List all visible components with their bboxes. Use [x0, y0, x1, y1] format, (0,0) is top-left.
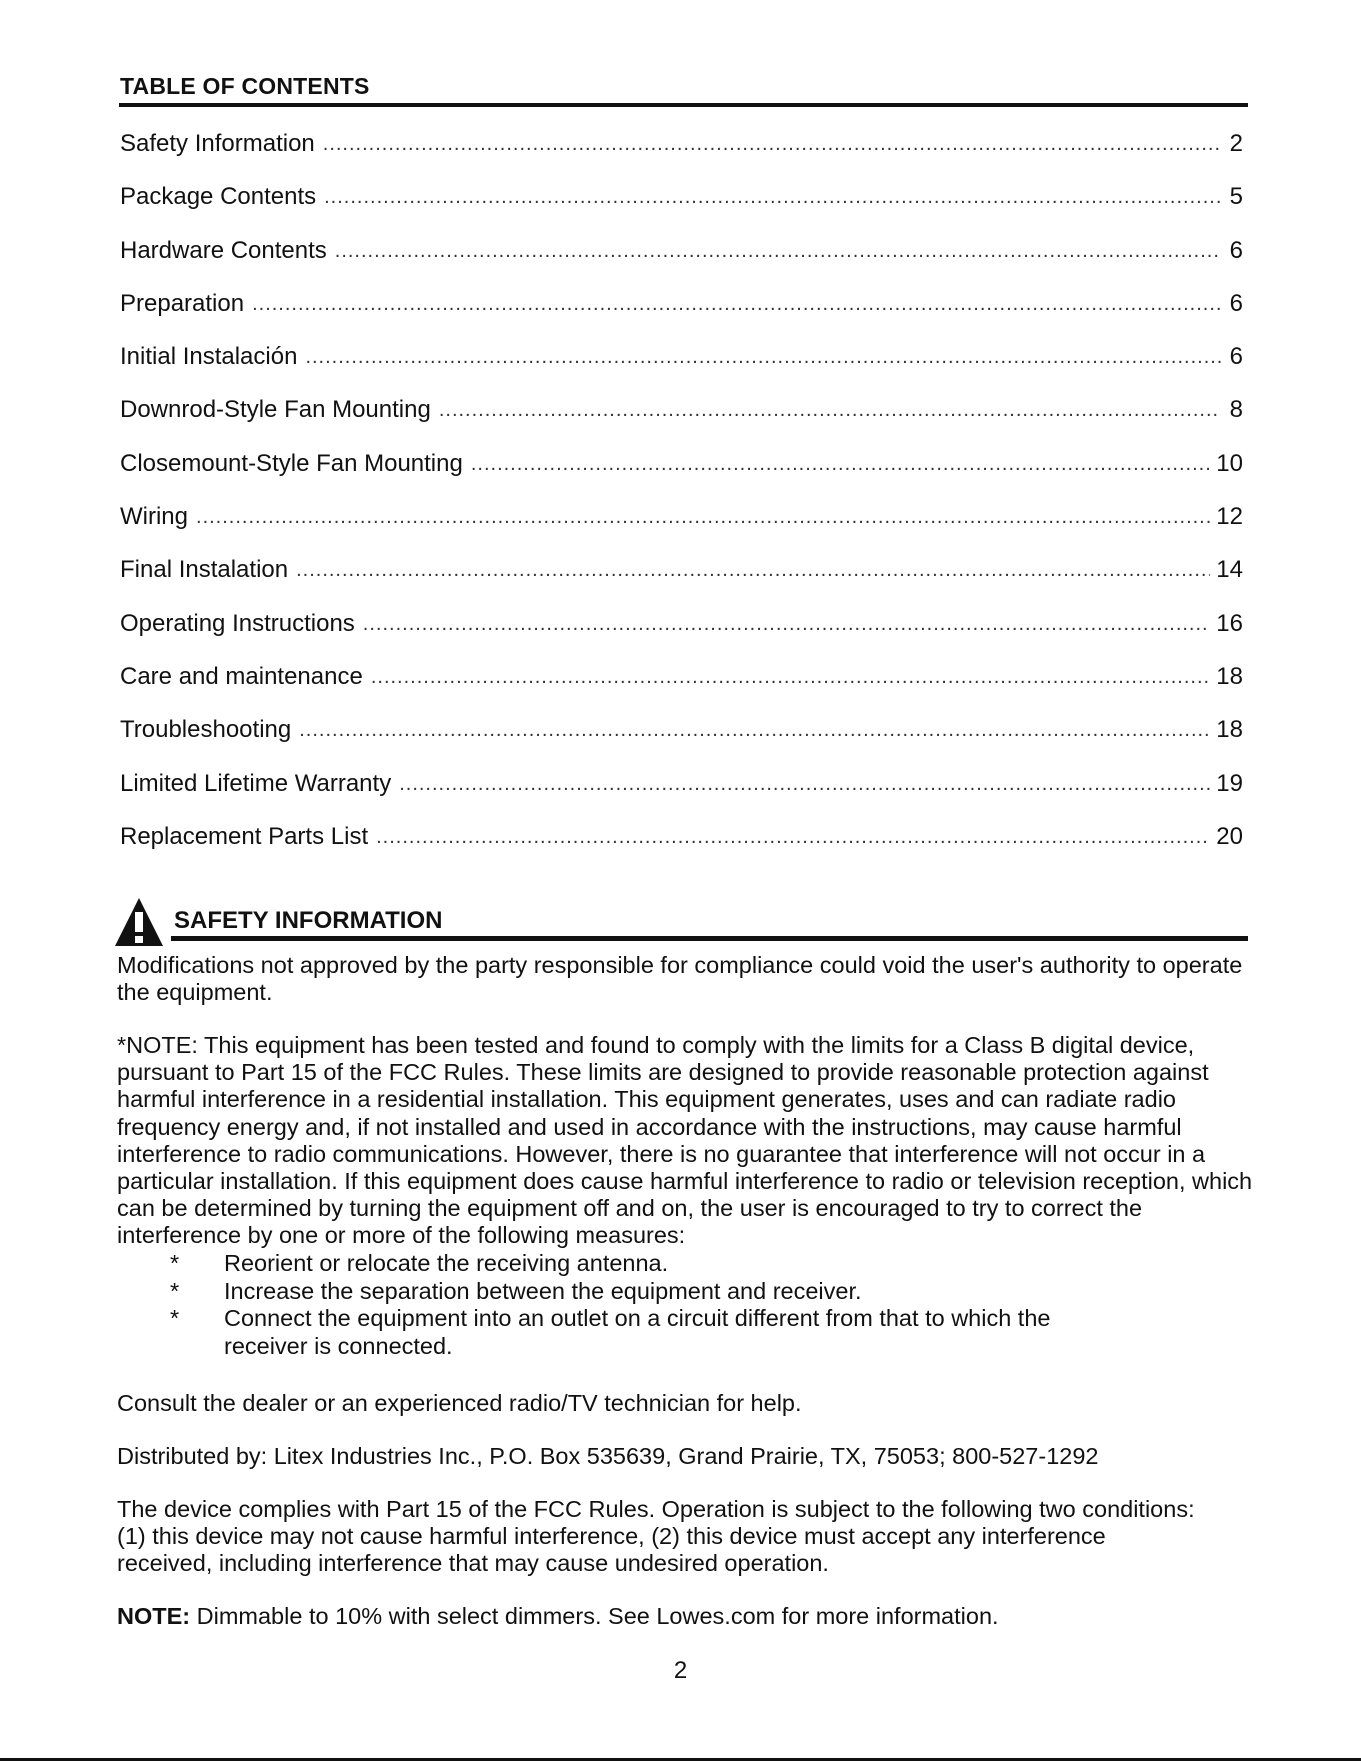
measure-text: Increase the separation between the equipment and receiver. [224, 1277, 862, 1304]
toc-entry-label: Preparation [120, 289, 245, 317]
toc-list [120, 124, 1243, 870]
toc-entry-label: Safety Information [120, 130, 315, 157]
bullet-asterisk: * [170, 1277, 180, 1304]
safety-title-rule [171, 936, 1248, 941]
toc-entry-final-installation[interactable] [120, 550, 1243, 603]
list-item [170, 1250, 1170, 1278]
distributor-paragraph: Distributed by: Litex Industries Inc., P.O. Box 535639, Grand Prairie, TX, 75053; 800-527-1292 [117, 1443, 1099, 1469]
toc-entry-label: Troubleshooting [120, 716, 292, 744]
toc-entry-page: 5 [1229, 183, 1243, 211]
fcc-note-paragraph: *NOTE: This equipment has been tested and found to comply with the limits for a Class B digital device, pursuant to Part 15 of the FCC Rules. These limits are designed to provide reasonable protection against harmful interference in a residential installation. This equipment generates, uses and can radiate radio frequency energy and, if not installed and used in accordance with the instructions, may cause harmful interference to radio communications. However, there is no guarantee that interference will not occur in a particular installation. If this equipment does cause harmful interference to radio or television reception, which can be determined by turning the equipment off and on, the user is encouraged to try to correct the interference by one or more of the following measures: [117, 1032, 1253, 1249]
toc-entry-page: 2 [1229, 130, 1243, 157]
toc-entry-label: Closemount-Style Fan Mounting [120, 449, 463, 477]
toc-entry-page: 18 [1216, 716, 1243, 744]
toc-entry-initial-installation[interactable] [120, 337, 1243, 390]
toc-entry-troubleshooting[interactable] [120, 710, 1243, 763]
toc-entry-page: 6 [1229, 343, 1243, 371]
measure-text: Reorient or relocate the receiving antenna. [224, 1250, 669, 1276]
page-number: 2 [673, 1657, 688, 1684]
toc-leader-dots [376, 817, 1210, 857]
bullet-asterisk: * [170, 1250, 180, 1276]
toc-entry-hardware-contents[interactable] [120, 231, 1243, 284]
toc-entry-label: Wiring [120, 503, 189, 531]
toc-entry-wiring[interactable] [120, 497, 1243, 550]
toc-title-rule [119, 103, 1248, 107]
toc-entry-page: 14 [1216, 556, 1243, 584]
toc-entry-page: 18 [1216, 662, 1243, 690]
safety-section-title: SAFETY INFORMATION [174, 907, 443, 934]
toc-entry-label: Operating Instructions [120, 609, 355, 637]
toc-leader-dots [296, 550, 1210, 590]
toc-entry-label: Limited Lifetime Warranty [120, 769, 392, 797]
list-item [170, 1278, 1170, 1306]
toc-entry-label: Final Instalation [120, 556, 289, 584]
toc-entry-label: Downrod-Style Fan Mounting [120, 396, 431, 424]
toc-leader-dots [252, 284, 1221, 324]
toc-entry-page: 12 [1216, 503, 1243, 531]
toc-entry-page: 20 [1216, 822, 1243, 850]
toc-entry-care-maintenance[interactable] [120, 657, 1243, 710]
toc-entry-package-contents[interactable] [120, 177, 1243, 230]
toc-leader-dots [439, 390, 1221, 430]
toc-entry-operating-instructions[interactable] [120, 604, 1243, 657]
toc-leader-dots [363, 604, 1211, 644]
compliance-paragraph: The device complies with Part 15 of the FCC Rules. Operation is subject to the following two conditions: (1) this device may not cause harmful interference, (2) this device must accept any interference received, including interference that may cause undesired operation. [117, 1496, 1195, 1577]
toc-leader-dots [371, 657, 1210, 697]
toc-leader-dots [323, 124, 1221, 164]
dimmable-note [117, 1603, 1257, 1630]
toc-leader-dots [399, 764, 1210, 804]
toc-entry-closemount-mounting[interactable] [120, 444, 1243, 497]
toc-entry-page: 8 [1229, 396, 1243, 424]
measures-list [170, 1250, 1170, 1360]
toc-entry-downrod-mounting[interactable] [120, 390, 1243, 443]
toc-entry-page: 6 [1229, 236, 1243, 264]
toc-entry-replacement-parts[interactable] [120, 817, 1243, 870]
toc-entry-page: 16 [1216, 609, 1243, 637]
toc-entry-label: Hardware Contents [120, 236, 327, 264]
toc-leader-dots [324, 177, 1221, 217]
toc-leader-dots [196, 497, 1210, 537]
safety-section-header [114, 896, 1248, 948]
note-label: NOTE: [117, 1603, 191, 1629]
measure-text: Connect the equipment into an outlet on a circuit different from that to which the receiver is connected. [224, 1305, 1051, 1359]
toc-entry-page: 6 [1229, 289, 1243, 317]
toc-entry-label: Care and maintenance [120, 662, 363, 690]
consult-paragraph: Consult the dealer or an experienced radio/TV technician for help. [117, 1390, 802, 1416]
toc-entry-label: Initial Instalación [120, 343, 298, 371]
toc-entry-page: 10 [1216, 449, 1243, 477]
toc-leader-dots [335, 231, 1221, 271]
toc-title: TABLE OF CONTENTS [120, 73, 370, 99]
toc-leader-dots [299, 710, 1210, 750]
modifications-paragraph: Modifications not approved by the party responsible for compliance could void the user's authority to operate the equipment. [117, 952, 1243, 1006]
toc-entry-label: Replacement Parts List [120, 822, 369, 850]
toc-entry-page: 19 [1216, 769, 1243, 797]
toc-entry-safety-information[interactable] [120, 124, 1243, 177]
list-item [170, 1305, 1170, 1360]
note-text: Dimmable to 10% with select dimmers. See Lowes.com for more information. [190, 1603, 999, 1629]
toc-entry-limited-warranty[interactable] [120, 764, 1243, 817]
toc-leader-dots [305, 337, 1221, 377]
warning-triangle-icon [114, 896, 164, 948]
toc-entry-label: Package Contents [120, 183, 317, 211]
toc-entry-preparation[interactable] [120, 284, 1243, 337]
bullet-asterisk: * [170, 1305, 180, 1332]
toc-leader-dots [471, 444, 1210, 484]
